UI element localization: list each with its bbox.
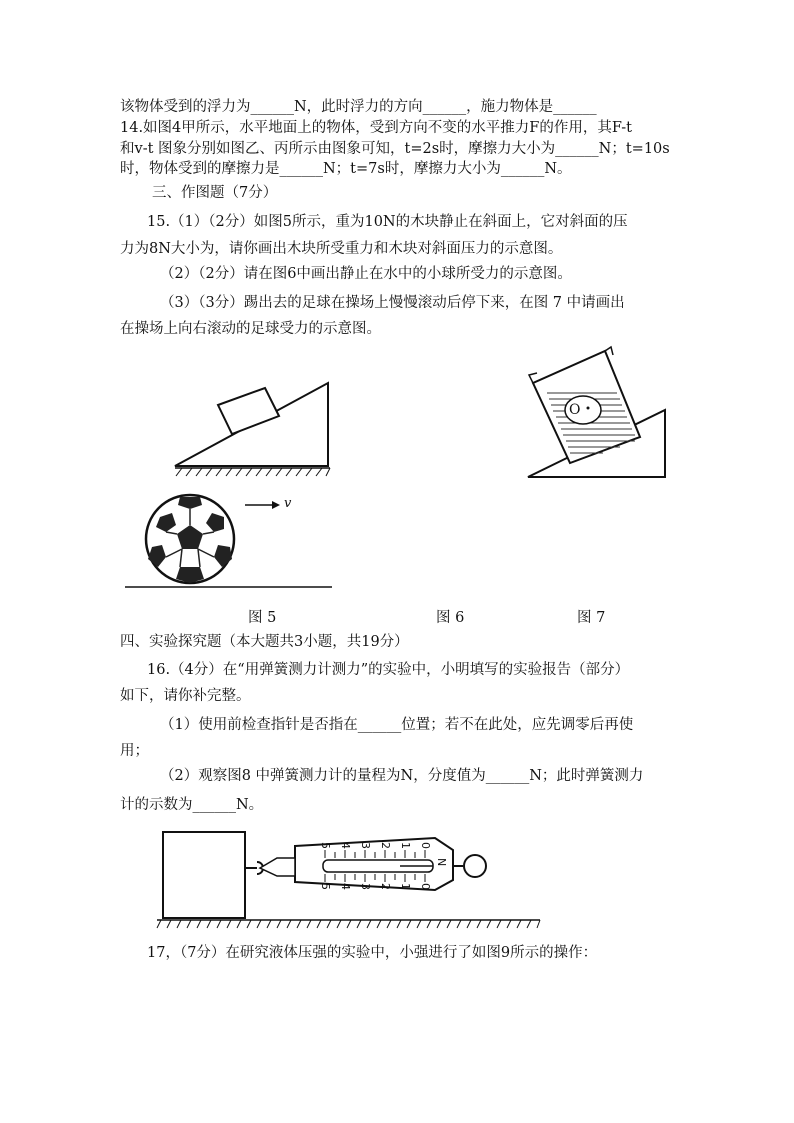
text-line: 在操场上向右滚动的足球受力的示意图。 [120,321,381,337]
text-line: 16.（4分）在“用弹簧测力计测力”的实验中，小明填写的实验报告（部分） [147,662,630,678]
text-line: 时，物体受到的摩擦力是______N；t=7s时，摩擦力大小为______N。 [120,161,572,177]
figure-5-incline [170,378,335,478]
caption-figure-5: 图 5 [248,610,277,626]
text-line: 如下，请你补完整。 [120,688,251,704]
scale-number: 3 [359,883,372,890]
scale-number: 3 [359,842,372,849]
figure-6-beaker [525,345,670,480]
text-line: 15.（1）（2分）如图5所示，重为10N的木块静止在斜面上，它对斜面的压 [147,214,628,230]
scale-unit: N [435,858,448,867]
scale-number: 4 [339,842,352,849]
caption-figure-7: 图 7 [577,610,606,626]
text-line: 用； [120,743,149,759]
scale-number: 1 [399,883,412,890]
text-line: 14.如图4甲所示，水平地面上的物体，受到方向不变的水平推力F的作用，其F-t [120,120,632,136]
scale-number: 2 [379,842,392,849]
text-line: 和v-t 图象分别如图乙、丙所示由图象可知，t=2s时，摩擦力大小为______N；t=10s [120,141,670,157]
scale-number: 2 [379,883,392,890]
section-heading: 四、实验探究题（本大题共3小题，共19分） [120,634,409,650]
scale-number: 5 [319,842,332,849]
figure-8-spring-scale [155,828,545,933]
scale-number: 1 [399,842,412,849]
text-line: 17，（7分）在研究液体压强的实验中，小强进行了如图9所示的操作： [147,945,598,961]
text-line: （1）使用前检查指针是否指在______位置；若不在此处，应先调零后再使 [160,717,634,733]
ball-label: O [569,402,581,418]
text-line: （2）（2分）请在图6中画出静止在水中的小球所受力的示意图。 [160,266,572,282]
scale-number: 5 [319,883,332,890]
caption-figure-6: 图 6 [436,610,465,626]
scale-number: 0 [419,883,432,890]
text-line: 该物体受到的浮力为______N，此时浮力的方向______，施力物体是______ [120,99,597,115]
scale-number: 0 [419,842,432,849]
text-line: （2）观察图8 中弹簧测力计的量程为N，分度值为______N；此时弹簧测力 [160,768,644,784]
text-line: 力为8N大小为，请你画出木块所受重力和木块对斜面压力的示意图。 [120,241,563,257]
section-heading: 三、作图题（7分） [152,185,278,201]
text-line: 计的示数为______N。 [120,797,264,813]
text-line: （3）（3分）踢出去的足球在操场上慢慢滚动后停下来，在图 7 中请画出 [160,295,625,311]
scale-number: 4 [339,883,352,890]
velocity-label: v [284,496,292,511]
figure-7-soccer-ball [120,487,335,597]
